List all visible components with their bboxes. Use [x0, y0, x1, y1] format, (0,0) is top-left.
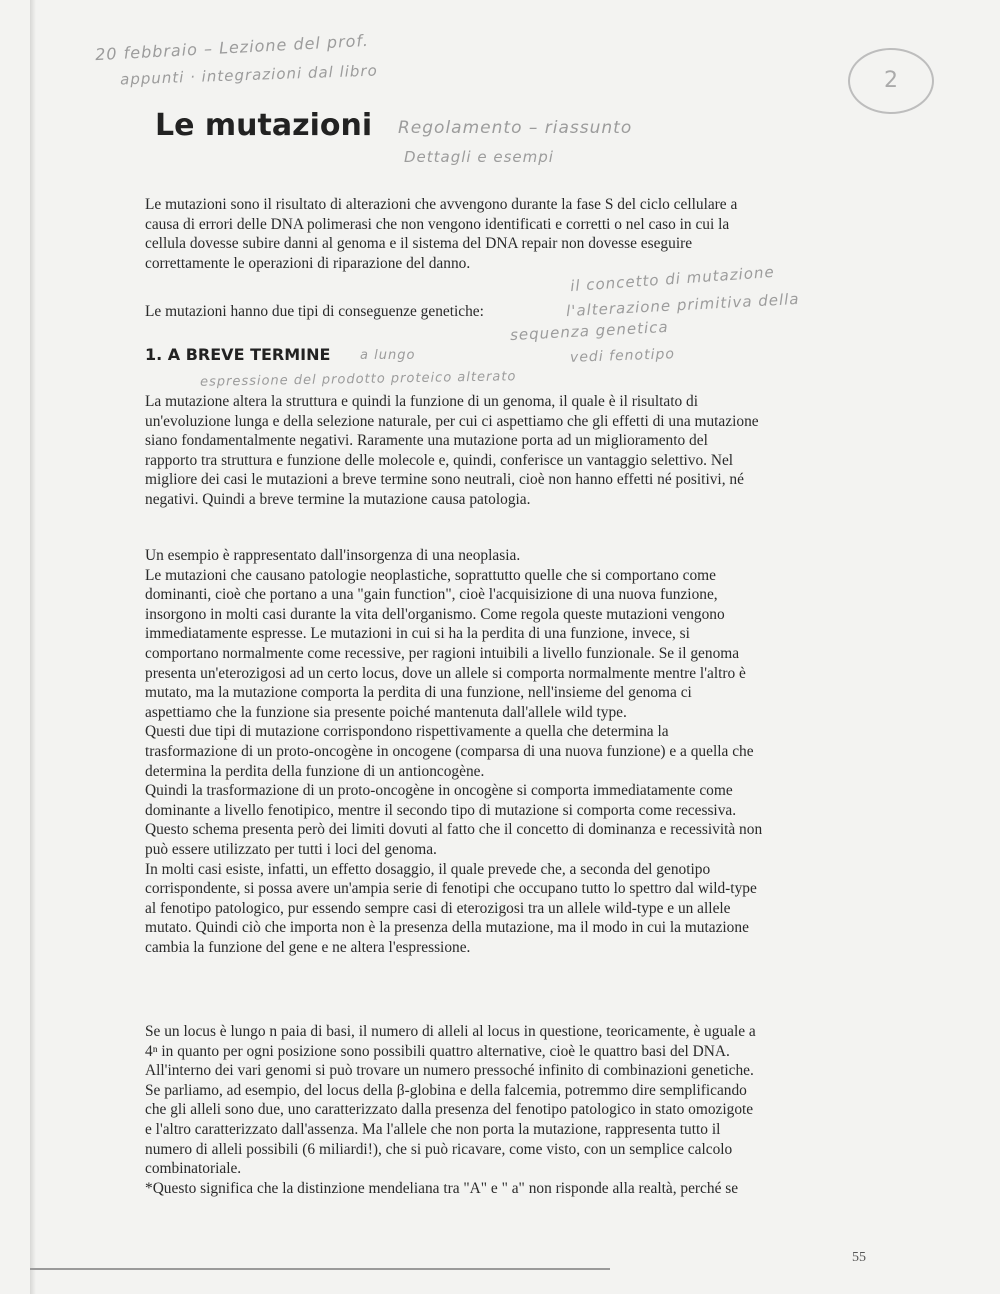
text-line: 4ⁿ in quanto per ogni posizione sono possibili quattro alternative, cioè le quattro basi del DNA.	[145, 1042, 730, 1060]
text-line: immediatamente espresse. Le mutazioni in cui si ha la perdita di una funzione, invece, si	[145, 625, 690, 643]
text-line: siano fondamentalmente negativi. Raramente una mutazione porta ad un miglioramento del	[145, 432, 708, 450]
text-line: In molti casi esiste, infatti, un effetto dosaggio, il quale prevede che, a seconda del genotipo	[145, 860, 711, 878]
paragraph-neoplasia	[145, 546, 762, 957]
handwritten-note-top-left-2: appunti · integrazioni dal libro	[119, 61, 379, 89]
text-line: migliore dei casi le mutazioni a breve termine sono neutrali, cioè non hanno effetti né positivi, né	[145, 471, 744, 489]
text-line: al fenotipo patologico, pur essendo sempre casi di eterozigosi tra un allele wild-type e un allele	[145, 899, 731, 917]
text-line: può essere utilizzato per tutti i loci del genoma.	[145, 840, 437, 858]
text-line: corrispondente, si possa avere un'ampia serie di fenotipi che occupano tutto lo spettro dal wild-type	[145, 880, 757, 898]
text-line: mutato, ma la mutazione comporta la perdita di una funzione, nell'insieme del genoma ci	[145, 684, 692, 702]
page-number: 55	[852, 1250, 866, 1265]
text-line: dominante a livello fenotipico, mentre il secondo tipo di mutazione si comporta come recessiva.	[145, 801, 737, 819]
text-line: cellula dovesse subire danni al genoma e il sistema del DNA repair non dovesse eseguire	[145, 235, 693, 253]
text-line: correttamente le operazioni di riparazione del danno.	[145, 254, 471, 272]
text-line: trasformazione di un proto-oncogène in oncogene (comparsa di una nuova funzione) e a quella che	[145, 742, 754, 760]
text-line: insorgono in molti casi durante la vita dell'organismo. Come regola queste mutazioni vengono	[145, 605, 725, 623]
handwritten-under-heading-note: espressione del prodotto proteico alterato	[199, 369, 517, 390]
text-line: Se un locus è lungo n paia di basi, il numero di alleli al locus in questione, teoricamente, è uguale a	[145, 1023, 756, 1040]
text-line: Questo schema presenta però dei limiti dovuti al fatto che il concetto di dominanza e recessività non	[145, 821, 763, 839]
text-line: che gli alleli sono due, uno caratterizzato dalla presenza del fenotipo patologico in stato omozigote	[145, 1101, 754, 1119]
text-line: dominanti, cioè che portano a una "gain function", cioè l'acquisizione di una nuova funzione,	[145, 586, 718, 604]
text-line: mutato. Quindi ciò che importa non è la presenza della mutazione, ma il modo in cui la mutazione	[145, 919, 749, 937]
page-edge-shadow	[30, 0, 36, 1294]
text-line: determina la perdita della funzione di un antioncogène.	[145, 762, 485, 780]
text-line: Questi due tipi di mutazione corrispondono rispettivamente a quella che determina la	[145, 723, 669, 741]
text-line: rapporto tra struttura e funzione delle molecole e, quindi, conferisce un vantaggio selettivo. Nel	[145, 451, 734, 469]
handwritten-circle-number: 2	[848, 48, 934, 114]
handwritten-margin-note-2: l'alterazione primitiva della	[565, 289, 800, 321]
bottom-rule	[30, 1268, 610, 1270]
text-line: aspettiamo che la funzione sia presente poiché mantenuta dall'allele wild type.	[145, 703, 627, 721]
paragraph-consequences	[145, 302, 484, 322]
text-line: combinatoriale.	[145, 1160, 242, 1178]
text-line: presenta un'eterozigosi ad un certo locus, dove un allele si comporta normalmente mentre l'altro è	[145, 664, 746, 682]
text-line: Quindi la trasformazione di un proto-oncogène in oncogène si comporta immediatamente come	[145, 782, 733, 800]
text-line: Se parliamo, ad esempio, del locus della β-globina e della falcemia, potremmo dire semplificando	[145, 1081, 747, 1099]
handwritten-margin-note-3: sequenza genetica	[509, 317, 669, 345]
text-line: negativi. Quindi a breve termine la mutazione causa patologia.	[145, 490, 531, 508]
text-line: comportano normalmente come recessive, per ragioni intuibili a livello funzionale. Se il genoma	[145, 644, 740, 662]
text-line: All'interno dei vari genomi si può trovare un numero pressoché infinito di combinazioni genetiche.	[145, 1062, 754, 1080]
text-line: Le mutazioni hanno due tipi di conseguenze genetiche:	[145, 303, 484, 320]
text-line: Le mutazioni sono il risultato di alterazioni che avvengono durante la fase S del ciclo cellulare a	[145, 196, 738, 213]
handwritten-heading-note: a lungo	[360, 348, 416, 363]
handwritten-margin-note-4: vedi fenotipo	[569, 346, 676, 366]
text-line: cambia la funzione del gene e ne altera l'espressione.	[145, 938, 471, 956]
text-line: La mutazione altera la struttura e quindi la funzione di un genoma, il quale è il risultato di	[145, 393, 699, 410]
text-line: numero di alleli possibili (6 miliardi!), che si può ricavare, come visto, con un semplice calcolo	[145, 1140, 733, 1158]
handwritten-note-top-left-1: 20 febbraio – Lezione del prof.	[94, 30, 370, 65]
text-line: causa di errori delle DNA polimerasi che non vengono identificati e corretti o nel caso in cui la	[145, 215, 730, 233]
page-title: Le mutazioni	[155, 108, 373, 143]
paragraph-short-term	[145, 392, 759, 510]
handwritten-note-title-2: Dettagli e esempi	[404, 148, 554, 166]
section-heading-short-term: 1. A BREVE TERMINE	[145, 345, 331, 364]
paragraph-intro	[145, 195, 737, 273]
text-line: *Questo significa che la distinzione mendeliana tra "A" e " a" non risponde alla realtà, perché se	[145, 1179, 739, 1197]
handwritten-note-title-1: Regolamento – riassunto	[398, 118, 633, 138]
text-line: Un esempio è rappresentato dall'insorgenza di una neoplasia.	[145, 547, 521, 564]
text-line: un'evoluzione lunga e della selezione naturale, per cui ci aspettiamo che gli effetti di una mutazione	[145, 412, 759, 430]
text-line: e l'altro caratterizzato dall'assenza. Ma l'allele che non porta la mutazione, rappresenta tutto il	[145, 1120, 721, 1138]
handwritten-margin-note-1: il concetto di mutazione	[569, 262, 776, 296]
paragraph-locus	[145, 1022, 756, 1198]
text-line: Le mutazioni che causano patologie neoplastiche, soprattutto quelle che si comportano come	[145, 566, 716, 584]
